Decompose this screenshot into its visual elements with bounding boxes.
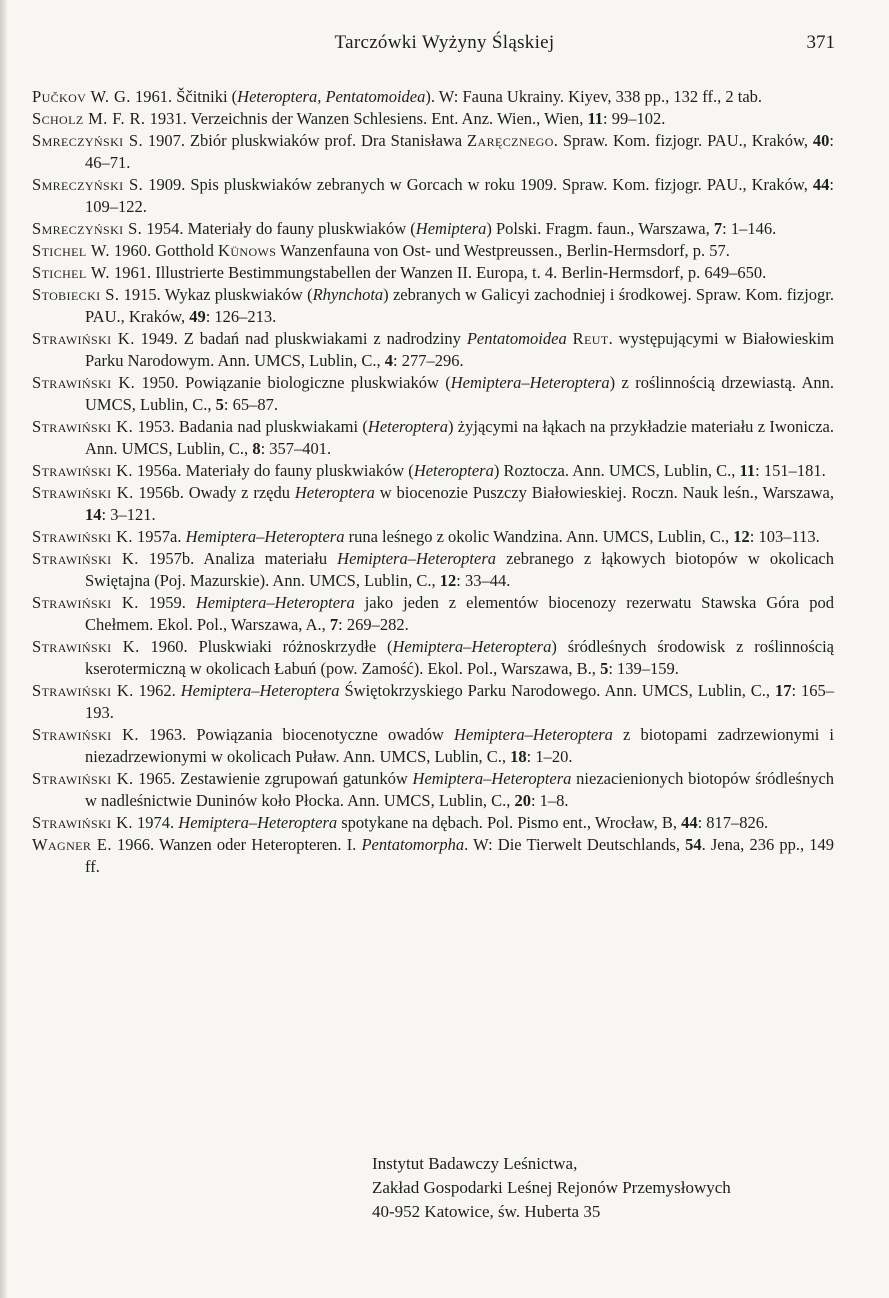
reference-text: ). W: Fauna Ukrainy. Kiyev, 338 pp., 132 ff., 2 tab.: [425, 87, 763, 106]
reference-text: 1956b. Owady z rzędu: [133, 483, 295, 502]
reference-text: 1949. Z badań nad pluskwiakami z nadrodziny: [134, 329, 467, 348]
reference-text: ) zebranych w Galicyi zachodniej i środkowej. Spraw. Kom. fizjogr. PAU., Kraków,: [85, 285, 835, 326]
reference-volume: 5: [600, 659, 609, 678]
address-line: Zakład Gospodarki Leśnej Rejonów Przemysłowych: [372, 1178, 731, 1197]
reference-text: 1960. Gotthold: [109, 241, 219, 260]
reference-italic-text: Hemiptera–Heteroptera: [185, 527, 345, 546]
reference-text: . W: Die Tierwelt Deutschlands,: [464, 835, 686, 854]
reference-text: : 126–213.: [205, 307, 277, 326]
reference-italic-text: Heteroptera, Pentatomoidea: [237, 87, 426, 106]
reference-italic-text: Hemiptera–Heteroptera: [178, 813, 338, 832]
reference-text: z biotopami zadrzewionymi i niezadrzewionymi w okolicach Puław. Ann. UMCS, Lublin, C.,: [85, 725, 835, 766]
reference-text: 1961. Ščitniki (: [130, 87, 238, 106]
reference-text: . Jena, 236 pp., 149 ff.: [85, 835, 834, 876]
reference-author: Strawiński K.: [32, 813, 133, 832]
reference-author: Strawiński K.: [32, 483, 134, 502]
reference-entry: [32, 328, 834, 372]
reference-volume: 44: [681, 813, 698, 832]
reference-italic-text: Hemiptera–Heteroptera: [454, 725, 613, 744]
reference-text: 1953. Badania nad pluskwiakami (: [133, 417, 368, 436]
reference-author: Stichel W.: [32, 241, 110, 260]
reference-entry: [32, 218, 834, 240]
reference-text: : 1–146.: [722, 219, 777, 238]
reference-text: Wanzenfauna von Ost- und Westpreussen., Berlin-Hermsdorf, p. 57.: [276, 241, 730, 260]
reference-entry: [32, 108, 834, 130]
reference-text: ) z roślinnością drzewiastą. Ann. UMCS, Lublin, C.,: [85, 373, 835, 414]
reference-text: 1957a.: [132, 527, 186, 546]
running-title: Tarczówki Wyżyny Śląskiej: [334, 32, 555, 53]
reference-author: Stichel W.: [32, 263, 110, 282]
reference-volume: 5: [215, 395, 224, 414]
reference-author: Strawiński K.: [32, 417, 134, 436]
reference-text: ) Roztocza. Ann. UMCS, Lublin, C.,: [493, 461, 740, 480]
reference-text: 1962.: [133, 681, 181, 700]
reference-volume: 12: [439, 571, 457, 590]
reference-text: : 46–71.: [85, 131, 834, 172]
reference-volume: 11: [739, 461, 756, 480]
reference-entry: [32, 680, 834, 724]
reference-author: Smreczyński S.: [32, 219, 143, 238]
reference-entry: [32, 548, 834, 592]
reference-entry: [32, 174, 834, 218]
reference-entry: [32, 768, 834, 812]
reference-text: ) żyjącymi na łąkach na przykładzie materiału z Iwonicza. Ann. UMCS, Lublin, C.,: [85, 417, 835, 458]
reference-entry: [32, 284, 834, 328]
reference-italic-text: Heteroptera: [413, 461, 494, 480]
reference-author: Strawiński K.: [32, 527, 133, 546]
author-address: [372, 1152, 842, 1224]
reference-text: : 357–401.: [260, 439, 332, 458]
reference-italic-text: Hemiptera–Heteroptera: [450, 373, 610, 392]
reference-author: Strawiński K.: [32, 329, 135, 348]
reference-entry: [32, 526, 834, 548]
reference-text: : 269–282.: [338, 615, 409, 634]
reference-volume: 44: [812, 175, 830, 194]
reference-smallcaps-name: Reut: [572, 329, 609, 348]
reference-text: niezacienionych biotopów śródleśnych w nadleśnictwie Duninów koło Płocka. Ann. UMCS, Lublin, C.,: [85, 769, 835, 810]
reference-author: Smreczyński S.: [32, 131, 144, 150]
reference-volume: 20: [514, 791, 531, 810]
reference-text: 1907. Zbiór pluskwiaków prof. Dra Stanisława: [143, 131, 468, 150]
reference-italic-text: Heteroptera: [367, 417, 448, 436]
reference-entry: [32, 592, 834, 636]
reference-text: : 1–8.: [530, 791, 569, 810]
reference-author: Strawiński K.: [32, 593, 139, 612]
reference-entry: [32, 834, 834, 878]
reference-author: Strawiński K.: [32, 549, 139, 568]
reference-text: : 139–159.: [608, 659, 679, 678]
address-line: 40-952 Katowice, św. Huberta 35: [372, 1202, 601, 1221]
reference-text: 1966. Wanzen oder Heteropteren. I.: [111, 835, 362, 854]
reference-volume: 14: [85, 505, 102, 524]
reference-volume: 49: [189, 307, 206, 326]
reference-text: 1931. Verzeichnis der Wanzen Schlesiens. Ent. Anz. Wien., Wien,: [145, 109, 588, 128]
reference-text: runa leśnego z okolic Wandzina. Ann. UMCS, Lublin, C.,: [344, 527, 734, 546]
reference-volume: 4: [384, 351, 394, 370]
reference-text: 1965. Zestawienie zgrupowań gatunków: [133, 769, 413, 788]
reference-italic-text: Hemiptera: [415, 219, 487, 238]
reference-volume: 11: [587, 109, 604, 128]
reference-text: : 165–193.: [85, 681, 834, 722]
reference-author: Strawiński K.: [32, 637, 140, 656]
reference-text: 1954. Materiały do fauny pluskwiaków (: [142, 219, 416, 238]
reference-text: : 33–44.: [456, 571, 511, 590]
reference-entry: [32, 262, 834, 284]
reference-italic-text: Hemiptera–Heteroptera: [392, 637, 552, 656]
reference-list: [32, 86, 834, 878]
reference-italic-text: Heteroptera: [294, 483, 375, 502]
reference-text: : 817–826.: [697, 813, 769, 832]
reference-author: Pučkov W. G.: [32, 87, 131, 106]
reference-text: : 277–296.: [393, 351, 464, 370]
reference-text: : 65–87.: [223, 395, 278, 414]
reference-entry: [32, 724, 834, 768]
reference-volume: 40: [812, 131, 830, 150]
reference-entry: [32, 240, 834, 262]
reference-text: 1974.: [132, 813, 179, 832]
reference-text: : 3–121.: [101, 505, 156, 524]
reference-text: 1915. Wykaz pluskwiaków (: [119, 285, 313, 304]
page-header: [0, 32, 889, 56]
reference-italic-text: Hemiptera–Heteroptera: [195, 593, 355, 612]
page-number: 371: [806, 32, 835, 53]
reference-text: 1950. Powiązanie biologiczne pluskwiaków (: [135, 373, 451, 392]
reference-smallcaps-name: Zaręcznego: [467, 131, 554, 150]
reference-italic-text: Pentatomorpha: [361, 835, 465, 854]
reference-text: 1909. Spis pluskwiaków zebranych w Gorcach w roku 1909. Spraw. Kom. fizjogr. PAU., Kraków,: [143, 175, 813, 194]
reference-volume: 8: [252, 439, 261, 458]
reference-text: 1963. Powiązania biocenotyczne owadów: [138, 725, 455, 744]
reference-volume: 54: [685, 835, 702, 854]
reference-text: 1960. Pluskwiaki różnoskrzydłe (: [139, 637, 393, 656]
reference-text: 1956a. Materiały do fauny pluskwiaków (: [132, 461, 414, 480]
reference-author: Stobiecki S.: [32, 285, 120, 304]
reference-volume: 17: [774, 681, 792, 700]
reference-text: Świętokrzyskiego Parku Narodowego. Ann. UMCS, Lublin, C.,: [339, 681, 775, 700]
reference-entry: [32, 812, 834, 834]
reference-entry: [32, 636, 834, 680]
reference-entry: [32, 460, 834, 482]
reference-text: : 103–113.: [749, 527, 820, 546]
reference-text: : 1–20.: [526, 747, 573, 766]
page-edge-shadow: [0, 0, 7, 1298]
reference-text: zebranego z łąkowych biotopów w okolicach Swiętajna (Poj. Mazurskie). Ann. UMCS, Lublin, C.,: [85, 549, 835, 590]
reference-entry: [32, 482, 834, 526]
reference-entry: [32, 416, 834, 460]
reference-volume: 18: [510, 747, 527, 766]
reference-text: 1957b. Analiza materiału: [138, 549, 338, 568]
address-line: Instytut Badawczy Leśnictwa,: [372, 1154, 578, 1173]
reference-text: : 151–181.: [755, 461, 826, 480]
reference-text: ) Polski. Fragm. faun., Warszawa,: [486, 219, 714, 238]
reference-text: w biocenozie Puszczy Białowieskiej. Roczn. Nauk leśn., Warszawa,: [374, 483, 834, 502]
reference-text: : 99–102.: [603, 109, 666, 128]
reference-author: Wagner E.: [32, 835, 112, 854]
reference-entry: [32, 86, 834, 108]
reference-italic-text: Hemiptera–Heteroptera: [180, 681, 340, 700]
reference-author: Strawiński K.: [32, 373, 136, 392]
reference-italic-text: Hemiptera–Heteroptera: [412, 769, 572, 788]
reference-author: Strawiński K.: [32, 681, 134, 700]
reference-volume: 7: [713, 219, 723, 238]
reference-author: Strawiński K.: [32, 461, 133, 480]
reference-italic-text: Rhynchota: [312, 285, 384, 304]
reference-text: jako jeden z elementów biocenozy rezerwatu Stawska Góra pod Chełmem. Ekol. Pol., Warszawa, A.,: [85, 593, 834, 634]
reference-text: . Spraw. Kom. fizjogr. PAU., Kraków,: [553, 131, 813, 150]
reference-author: Strawiński K.: [32, 769, 134, 788]
reference-author: Scholz M. F. R.: [32, 109, 146, 128]
reference-volume: 7: [329, 615, 339, 634]
reference-text: 1959.: [138, 593, 196, 612]
reference-text: . występującymi w Białowieskim Parku Narodowym. Ann. UMCS, Lublin, C.,: [85, 329, 835, 370]
reference-entry: [32, 130, 834, 174]
reference-author: Strawiński K.: [32, 725, 139, 744]
reference-text: ) śródleśnych środowisk z roślinnością kserotermiczną w okolicach Łabuń (pow. Zamość). Ekol. Pol., Warszawa, B.,: [85, 637, 834, 678]
reference-entry: [32, 372, 834, 416]
reference-text: 1961. Illustrierte Bestimmungstabellen der Wanzen II. Europa, t. 4. Berlin-Hermsdorf, p. 649–650.: [109, 263, 767, 282]
reference-author: Smreczyński S.: [32, 175, 144, 194]
reference-italic-text: Hemiptera–Heteroptera: [337, 549, 497, 568]
reference-italic-text: Pentatomoidea: [466, 329, 567, 348]
reference-text: spotykane na dębach. Pol. Pismo ent., Wrocław, B,: [337, 813, 682, 832]
reference-text: : 109–122.: [85, 175, 834, 216]
reference-smallcaps-name: Künows: [218, 241, 277, 260]
reference-volume: 12: [733, 527, 750, 546]
